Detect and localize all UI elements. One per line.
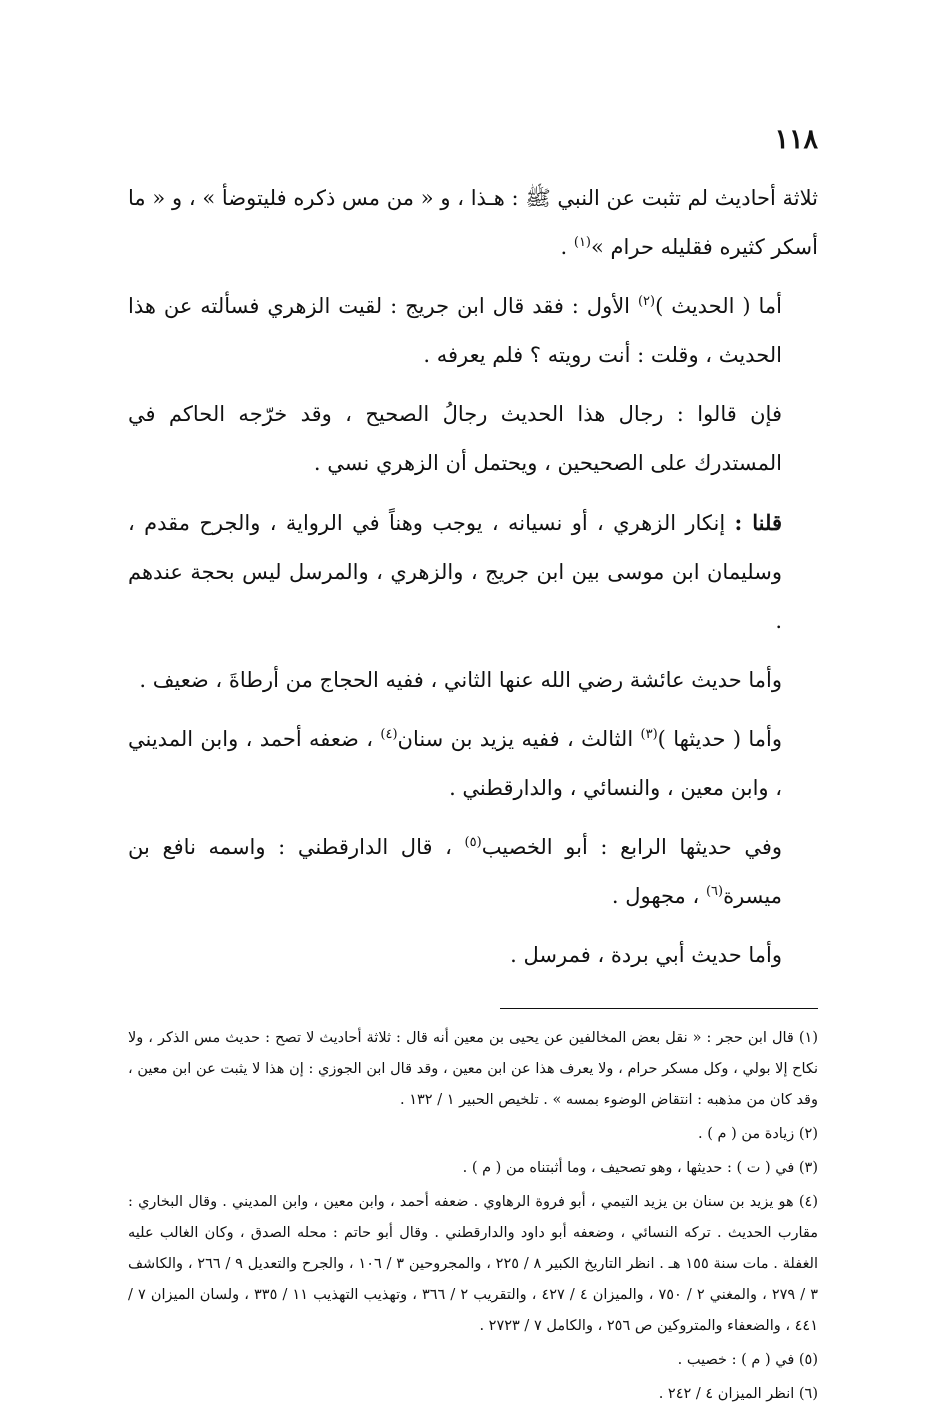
footnote-divider [500,1008,818,1009]
page-number: ١١٨ [774,124,818,155]
footnote-6: (٦) انظر الميزان ٤ / ٢٤٢ . [658,1386,818,1402]
footnote-2: (٢) زيادة من ( م ) . [698,1126,818,1142]
paragraph-6: وأما ( حديثها )$^{(٣)}$ الثالث ، ففيه يزيد بن سنان$^{(٤)}$ ، ضعفه أحمد ، وابن المديني ، وابن معين ، والنسائي ، والدارقطني . [128,727,782,800]
paragraph-1: ثلاثة أحاديث لم تثبت عن النبي ﷺ : هـذا ، و « من مس ذكره فليتوضأ » ، و « ما أسكر كثيره فقليله حرام »$^{(١)}$ . [128,186,818,259]
book-page [128,120,818,1413]
footnotes [128,1023,818,1410]
footnote-3: (٣) في ( ت ) : حديثها ، وهو تصحيف ، وما أثبتناه من ( م ) . [462,1160,818,1176]
paragraph-3: فإن قالوا : رجال هذا الحديث رجالُ الصحيح ، وقد خرّجه الحاكم في المستدرك على الصحيحين ، ويحتمل أن الزهري نسي . [128,402,782,475]
paragraph-4: قلنا : إنكار الزهري ، أو نسيانه ، يوجب وهناً في الرواية ، والجرح مقدم ، وسليمان ابن موسى بين ابن جريج ، والزهري ، والمرسل ليس بحجة عندهم . [128,510,782,633]
paragraph-8: وأما حديث أبي بردة ، فمرسل . [510,943,782,967]
footnote-5: (٥) في ( م ) : خصيب . [677,1352,818,1368]
paragraph-5: وأما حديث عائشة رضي الله عنها الثاني ، ففيه الحجاج من أرطاةَ ، ضعيف . [139,668,782,692]
main-text [128,174,818,980]
paragraph-2: أما ( الحديث )$^{(٢)}$ الأول : فقد قال ابن جريج : لقيت الزهري فسألته عن هذا الحديث ، وقلت : أنت رويته ؟ فلم يعرفه . [128,294,782,367]
footnote-4: (٤) هو يزيد بن سنان بن يزيد التيمي ، أبو فروة الرهاوي . ضعفه أحمد ، وابن معين ، وابن المديني . وقال البخاري : مقارب الحديث . تركه النسائي ، وضعفه أبو داود والدارقطني . وقال أبو حاتم : محله الصدق ، وكان الغالب عليه الغفلة . مات سنة ١٥٥ هـ . انظر التاريخ الكبير ٨ / ٢٢٥ ، والمجروحين ٣ / ١٠٦ ، والجرح والتعديل ٩ / ٢٦٦ ، والكاشف ٣ / ٢٧٩ ، والمغني ٢ / ٧٥٠ ، والميزان ٤ / ٤٢٧ ، والتقريب ٢ / ٣٦٦ ، وتهذيب التهذيب ١١ / ٣٣٥ ، ولسان الميزان ٧ / ٤٤١ ، والضعفاء والمتروكين ص ٢٥٦ ، والكامل ٧ / ٢٧٢٣ . [128,1194,819,1334]
footnote-1: (١) قال ابن حجر : « نقل بعض المخالفين عن يحيى بن معين أنه قال : ثلاثة أحاديث لا تصح : حديث مس الذكر ، ولا نكاح إلا بولي ، وكل مسكر حرام ، ولا يعرف هذا عن ابن معين ، وقد قال ابن الجوزي : إن هذا لا يثبت عن ابن معين ، وقد كان من مذهبه : انتقاض الوضوء بمسه » . تلخيص الحبير ١ / ١٣٢ . [128,1030,818,1108]
paragraph-7: وفي حديثها الرابع : أبو الخصيب$^{(٥)}$ ، قال الدارقطني : واسمه نافع بن ميسرة$^{(٦)}$ ، مجهول . [128,835,783,908]
